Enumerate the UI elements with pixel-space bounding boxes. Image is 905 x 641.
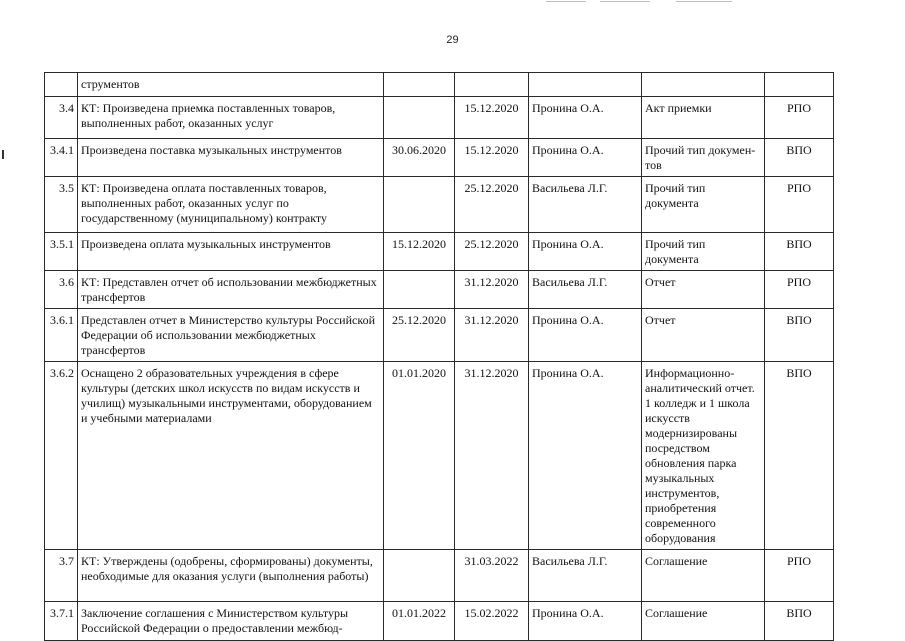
row-end-date: 25.12.2020 — [455, 233, 529, 271]
row-document-type: Соглашение — [642, 602, 765, 641]
row-responsible — [529, 73, 642, 97]
row-number: 3.7.1 — [45, 602, 78, 641]
table-row — [45, 271, 834, 309]
row-level: ВПО — [765, 602, 834, 641]
row-level: РПО — [765, 177, 834, 233]
row-document-type: Соглашение — [642, 550, 765, 602]
row-level: ВПО — [765, 233, 834, 271]
row-level: ВПО — [765, 139, 834, 177]
row-end-date: 15.12.2020 — [455, 139, 529, 177]
row-responsible: Пронина О.А. — [529, 309, 642, 362]
table-row — [45, 73, 834, 97]
scan-artifact-line — [600, 1, 650, 2]
row-level: ВПО — [765, 309, 834, 362]
row-number: 3.7 — [45, 550, 78, 602]
row-document-type: Отчет — [642, 271, 765, 309]
row-end-date: 31.12.2020 — [455, 271, 529, 309]
row-end-date: 25.12.2020 — [455, 177, 529, 233]
row-level — [765, 73, 834, 97]
table-row — [45, 139, 834, 177]
schedule-table — [44, 72, 834, 641]
table-row — [45, 233, 834, 271]
row-start-date — [384, 73, 455, 97]
table-row — [45, 602, 834, 641]
table-row — [45, 309, 834, 362]
table-row — [45, 177, 834, 233]
row-description: Произведена оплата музыкальных инструментов — [78, 233, 384, 271]
row-level: ВПО — [765, 362, 834, 550]
row-start-date — [384, 550, 455, 602]
table-row — [45, 550, 834, 602]
row-responsible: Пронина О.А. — [529, 97, 642, 139]
table-row — [45, 362, 834, 550]
row-number: 3.6 — [45, 271, 78, 309]
row-description: струментов — [78, 73, 384, 97]
row-number: 3.5 — [45, 177, 78, 233]
row-start-date: 01.01.2020 — [384, 362, 455, 550]
table-row — [45, 97, 834, 139]
row-document-type: Информационно-аналитический отчет. 1 колледж и 1 школа искусств модернизированы посредством обновления парка музыкальных инструментов, приобретения современного оборудования — [642, 362, 765, 550]
table-body — [45, 73, 834, 641]
row-start-date: 30.06.2020 — [384, 139, 455, 177]
row-end-date: 31.12.2020 — [455, 309, 529, 362]
row-document-type: Прочий тип документа — [642, 177, 765, 233]
row-description: КТ: Утверждены (одобрены, сформированы) документы, необходимые для оказания услуги (выполнения работы) — [78, 550, 384, 602]
row-start-date — [384, 271, 455, 309]
scan-artifact-line — [676, 1, 732, 2]
row-description: Заключение соглашения с Министерством культуры Российской Федерации о предоставлении межбюд- — [78, 602, 384, 641]
row-start-date: 15.12.2020 — [384, 233, 455, 271]
scan-artifact-line — [546, 1, 586, 2]
row-description: КТ: Представлен отчет об использовании межбюджетных трансфертов — [78, 271, 384, 309]
row-level: РПО — [765, 97, 834, 139]
row-document-type: Прочий тип документа — [642, 233, 765, 271]
row-number: 3.5.1 — [45, 233, 78, 271]
row-description: КТ: Произведена приемка поставленных товаров, выполненных работ, оказанных услуг — [78, 97, 384, 139]
row-end-date: 31.12.2020 — [455, 362, 529, 550]
row-number: 3.4.1 — [45, 139, 78, 177]
row-level: РПО — [765, 271, 834, 309]
row-number: 3.6.2 — [45, 362, 78, 550]
scan-margin-mark — [2, 150, 4, 159]
row-responsible: Пронина О.А. — [529, 139, 642, 177]
row-start-date — [384, 97, 455, 139]
row-start-date: 01.01.2022 — [384, 602, 455, 641]
row-document-type — [642, 73, 765, 97]
row-description: Представлен отчет в Министерство культуры Российской Федерации об использовании межбюджетных трансфертов — [78, 309, 384, 362]
row-start-date: 25.12.2020 — [384, 309, 455, 362]
row-responsible: Васильева Л.Г. — [529, 271, 642, 309]
row-document-type: Прочий тип докумен-тов — [642, 139, 765, 177]
row-number: 3.4 — [45, 97, 78, 139]
row-end-date: 15.02.2022 — [455, 602, 529, 641]
page-number: 29 — [446, 34, 459, 46]
row-responsible: Васильева Л.Г. — [529, 550, 642, 602]
row-responsible: Пронина О.А. — [529, 362, 642, 550]
row-start-date — [384, 177, 455, 233]
row-number: 3.6.1 — [45, 309, 78, 362]
row-level: РПО — [765, 550, 834, 602]
row-description: Произведена поставка музыкальных инструментов — [78, 139, 384, 177]
row-responsible: Васильева Л.Г. — [529, 177, 642, 233]
row-end-date: 15.12.2020 — [455, 97, 529, 139]
row-responsible: Пронина О.А. — [529, 233, 642, 271]
row-responsible: Пронина О.А. — [529, 602, 642, 641]
row-document-type: Акт приемки — [642, 97, 765, 139]
row-document-type: Отчет — [642, 309, 765, 362]
row-description: КТ: Произведена оплата поставленных товаров, выполненных работ, оказанных услуг по государственному (муниципальному) контракту — [78, 177, 384, 233]
row-end-date — [455, 73, 529, 97]
row-number — [45, 73, 78, 97]
row-description: Оснащено 2 образовательных учреждения в сфере культуры (детских школ искусств по видам искусств и училищ) музыкальными инструментами, оборудованием и учебными материалами — [78, 362, 384, 550]
row-end-date: 31.03.2022 — [455, 550, 529, 602]
